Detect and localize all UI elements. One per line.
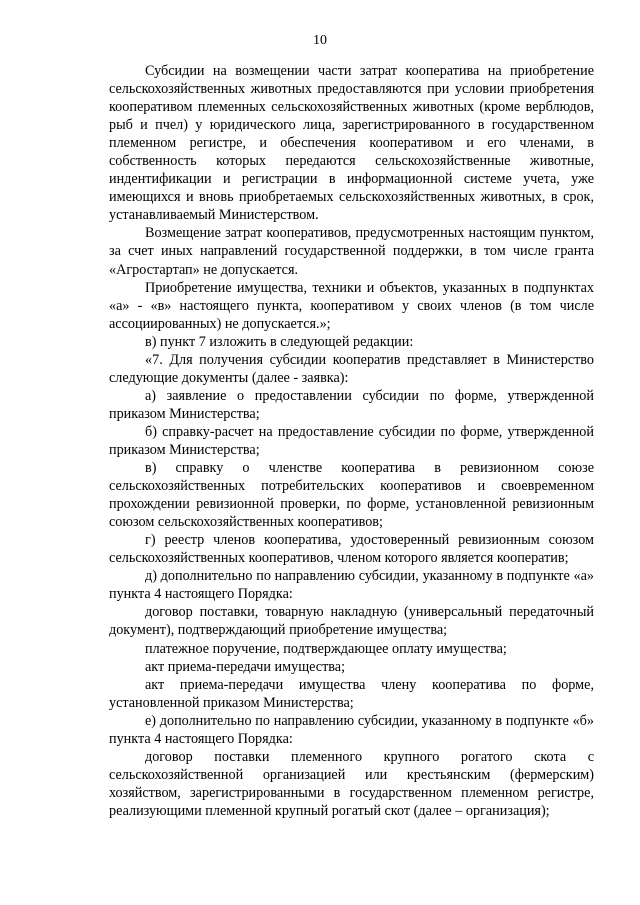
paragraph-item-7-amendment: в) пункт 7 изложить в следующей редакции: xyxy=(145,333,414,350)
list-item-g: г) реестр членов кооператива, удостоверенный ревизионным союзом сельскохозяйственных кооперативов, членом которого является кооператив; xyxy=(109,532,594,567)
list-item-e: е) дополнительно по направлению субсидии, указанному в подпункте «б» пункта 4 настоящего Порядка: xyxy=(109,712,594,747)
list-item-payment-order: платежное поручение, подтверждающее оплату имущества; xyxy=(145,640,507,657)
list-item-member-transfer-act: акт приема-передачи имущества члену кооператива по форме, установленной приказом Министерства; xyxy=(109,676,594,711)
paragraph-property-acquisition: Приобретение имущества, техники и объектов, указанных в подпунктах «а» - «в» настоящего пункта, кооперативом у своих членов (в том числе ассоциированных) не допускается.»; xyxy=(109,279,594,332)
paragraph-item-7: «7. Для получения субсидии кооператив представляет в Министерство следующие документы (далее - заявка): xyxy=(109,351,594,386)
paragraph-cost-reimbursement: Возмещение затрат кооперативов, предусмотренных настоящим пунктом, за счет иных направлений государственной поддержки, в том числе гранта «Агростартап» не допускается. xyxy=(109,225,594,278)
list-item-supply-contract: договор поставки, товарную накладную (универсальный передаточный документ), подтверждающий приобретение имущества; xyxy=(109,604,594,639)
paragraph-subsidy-conditions: Субсидии на возмещении части затрат кооператива на приобретение сельскохозяйственных животных предоставляются при условии приобретения кооперативом племенных сельскохозяйственных животных (кроме верблюдов, рыб и пчел) у юридического лица, зарегистрированного в государственном племенном регистре, и обеспечения кооперативом и его членами, в собственность которых передаются сельскохозяйственные животные, индентификации и регистрации в информационной системе учета, уже имеющихся и вновь приобретаемых сельскохозяйственных животных, в срок, устанавливаемый Министерством. xyxy=(109,63,594,224)
page-number: 10 xyxy=(313,33,327,48)
document-body xyxy=(109,62,594,820)
list-item-cattle-supply-contract: договор поставки племенного крупного рогатого скота с сельскохозяйственной организацией или крестьянским (фермерским) хозяйством, зарегистрированными в государственном племенном регистре, реализующими племенной крупный рогатый скот (далее – организация); xyxy=(109,748,594,819)
list-item-acceptance-act: акт приема-передачи имущества; xyxy=(145,658,346,675)
list-item-b: б) справку-расчет на предоставление субсидии по форме, утвержденной приказом Министерства; xyxy=(109,423,594,458)
list-item-v: в) справку о членстве кооператива в ревизионном союзе сельскохозяйственных потребительских кооперативов и своевременном прохождении ревизионной проверки, по форме, установленной ревизионным союзом сельскохозяйственных кооперативов; xyxy=(109,460,594,531)
list-item-a: а) заявление о предоставлении субсидии по форме, утвержденной приказом Министерства; xyxy=(109,387,594,422)
list-item-d: д) дополнительно по направлению субсидии, указанному в подпункте «а» пункта 4 настоящего Порядка: xyxy=(109,568,594,603)
